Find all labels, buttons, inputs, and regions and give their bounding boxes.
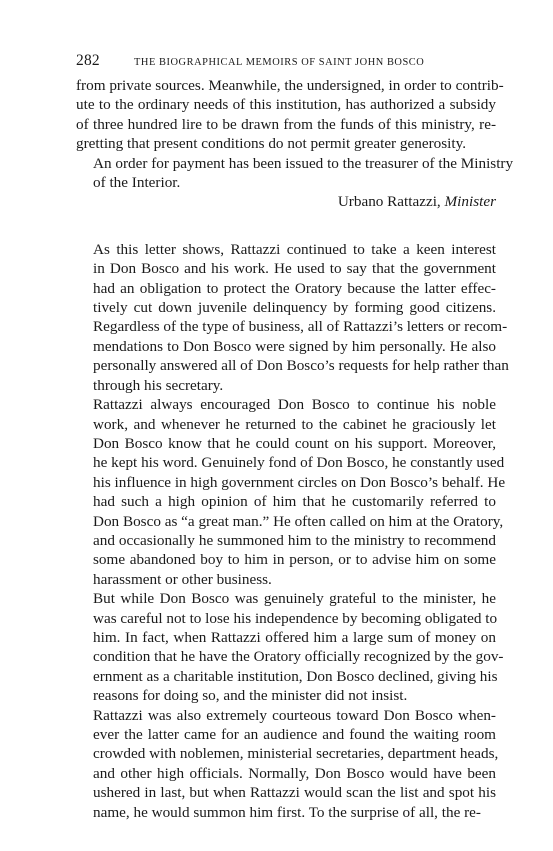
text-line: ever the latter came for an audience and found the waiting room [93,726,496,743]
page-body [76,76,514,822]
paragraph [76,154,514,193]
text-line: through his secretary. [93,376,224,394]
running-head [76,52,496,74]
paragraph [76,395,506,589]
text-line: was careful not to lose his independence by becoming obligated to [93,609,498,627]
text-line: his influence in high government circles on Don Bosco’s behalf. He [93,473,506,491]
text-line: he kept his word. Genuinely fond of Don Bosco, he constantly used [93,454,505,472]
text-line: name, he would summon him first. To the surprise of all, the re- [93,803,481,821]
text-line: Don Bosco as “a great man.” He often called on him at the Oratory, [93,512,504,530]
text-line: in Don Bosco and his work. He used to say that the government [93,260,496,278]
text-line: mendations to Don Bosco were signed by him personally. He also [93,337,496,355]
page-number: 282 [76,52,100,69]
text-line: Don Bosco know that he could count on his support. Moreover, [93,434,496,452]
text-line: some abandoned boy to him in person, or to advise him on some [93,551,496,569]
text-line: from private sources. Meanwhile, the undersigned, in order to contrib- [76,77,504,94]
text-line: An order for payment has been issued to the treasurer of the Ministry [93,154,514,172]
text-line: ushered in last, but when Rattazzi would scan the list and spot his [93,784,496,802]
text-line: crowded with noblemen, ministerial secretaries, department heads, [93,745,499,763]
text-line: personally answered all of Don Bosco’s requests for help rather than [93,357,509,375]
signature-name: Urbano Rattazzi, [337,193,441,211]
letter-signature [76,192,496,211]
text-line: and other high officials. Normally, Don Bosco would have been [93,764,496,782]
text-line: Rattazzi was also extremely courteous toward Don Bosco when- [93,706,496,724]
paragraph [76,589,504,705]
text-line: ernment as a charitable institution, Don Bosco declined, giving his [93,667,498,685]
section-gap [76,212,496,240]
text-line: had such a high opinion of him that he customarily referred to [93,493,496,511]
signature-title: Minister [444,193,496,211]
paragraph [76,240,509,395]
text-line: harassment or other business. [93,570,272,588]
text-line: reasons for doing so, and the minister did not insist. [93,687,408,705]
paragraph [76,76,504,154]
text-line: As this letter shows, Rattazzi continued to take a keen interest [93,240,496,258]
text-line: work, and whenever he returned to the cabinet he graciously let [93,415,496,433]
letter-excerpt [76,76,514,192]
text-line: gretting that present conditions do not permit greater generosity. [76,135,466,153]
text-line: Rattazzi always encouraged Don Bosco to continue his noble [93,396,496,414]
text-line: ute to the ordinary needs of this institution, has authorized a subsidy [76,96,496,114]
narrative-text [76,240,509,822]
text-line: condition that he have the Oratory officially recognized by the gov- [93,648,504,666]
text-line: of the Interior. [93,174,181,192]
text-line: But while Don Bosco was genuinely grateful to the minister, he [93,590,496,608]
running-title: THE BIOGRAPHICAL MEMOIRS OF SAINT JOHN BOSCO [134,57,425,68]
text-line: of three hundred lire to be drawn from the funds of this ministry, re- [76,115,496,133]
text-line: had an obligation to protect the Oratory because the latter effec- [93,279,496,297]
text-line: him. In fact, when Rattazzi offered him a large sum of money on [93,628,496,646]
text-line: tively cut down juvenile delinquency by forming good citizens. [93,299,496,317]
book-page [76,52,514,822]
text-line: and occasionally he summoned him to the ministry to recommend [93,531,496,549]
paragraph [76,706,499,822]
text-line: Regardless of the type of business, all of Rattazzi’s letters or recom- [93,318,508,336]
